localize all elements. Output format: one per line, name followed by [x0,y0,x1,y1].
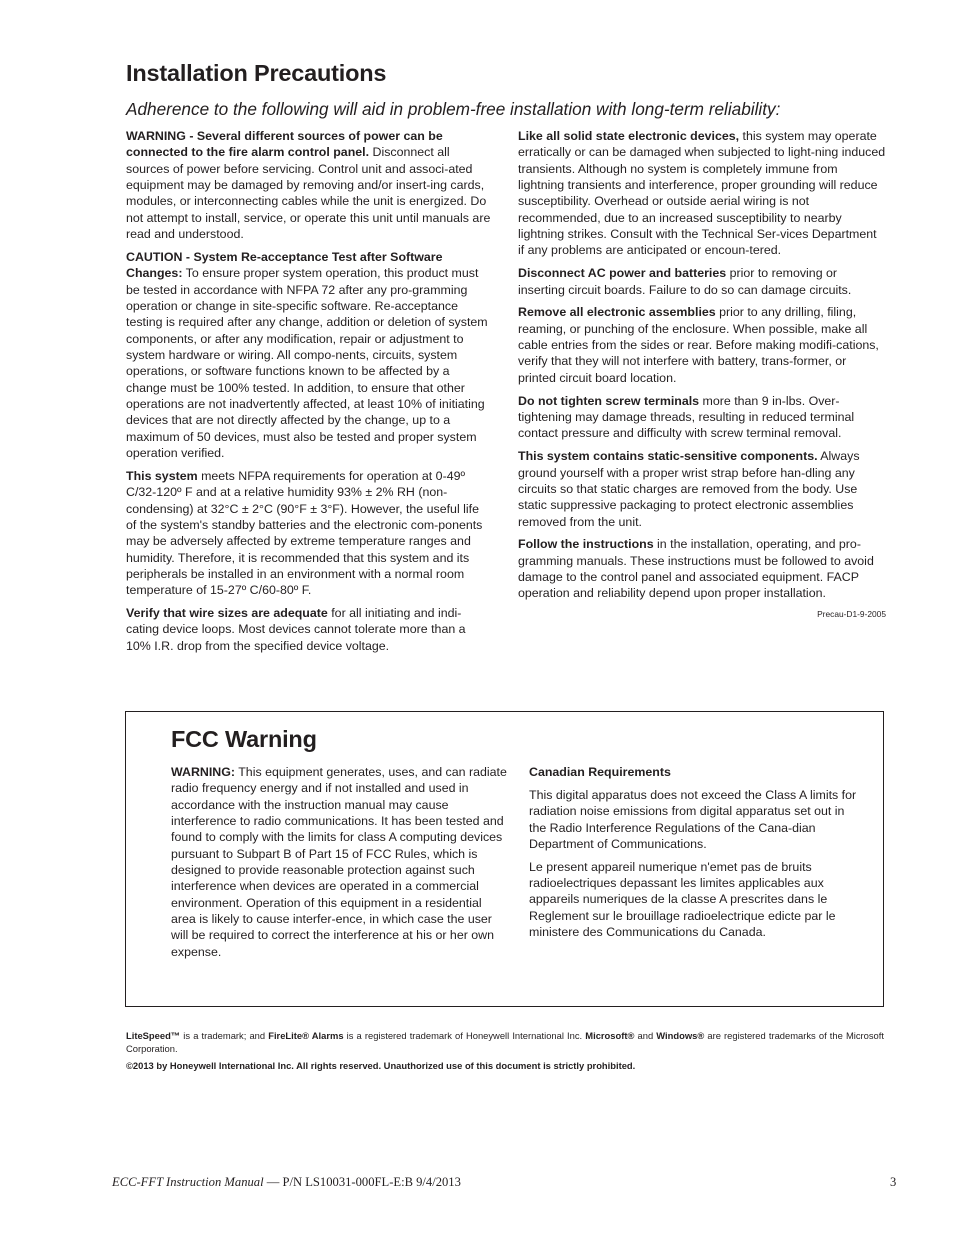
precaution-text: Always ground yourself with a proper wrist strap before han-dling any circuits so that static charges are removed from the body. Use static suppressive packaging to protect electronic assemblies removed from the unit. [518,449,860,529]
fcc-warning-lead: WARNING: [171,765,236,779]
precaution-paragraph [126,605,492,654]
canadian-heading-text: Canadian Requirements [529,765,671,779]
trademark-name: Windows® [656,1030,705,1041]
precaution-text: To ensure proper system operation, this product must be tested in accordance with NFPA 72 after any pro-gramming operation or change in site-specific software. Re-acceptance testing is required after any change, addition or deletion of system components, or after any modification, repair or adjustment to system hardware or wiring. All compo-nents, circuits, system operations, or software functions known to be affected by a change must be 100% tested. In addition, to ensure that other operations are not inadvertently affected, at least 10% of initiating devices that are not directly affected by the change, up to a maximum of 50 devices, must also be tested and proper system operation verified. [126,266,488,461]
precaution-lead: CAUTION - System Re-acceptance Test after Software Changes: [126,249,443,281]
precaution-paragraph [518,304,886,386]
precaution-paragraph [518,128,886,259]
precaution-paragraph [518,393,886,442]
precaution-lead: This system [126,468,198,483]
precaution-text: for all initiating and indi-cating device loops. Most devices cannot tolerate more than a 10% I.R. drop from the specified device voltage. [126,606,466,653]
trademark-name: FireLite® Alarms [268,1030,344,1041]
precaution-lead: Remove all electronic assemblies [518,305,716,320]
fcc-right-column [529,764,865,947]
precaution-paragraph [518,536,886,601]
trademark-name: LiteSpeed™ [126,1030,181,1041]
copyright-notice: ©2013 by Honeywell International Inc. All rights reserved. Unauthorized use of this document is strictly prohibited. [126,1060,636,1071]
precaution-lead: Do not tighten screw terminals [518,393,700,408]
precaution-text: more than 9 in-lbs. Over-tightening may damage threads, resulting in reduced terminal contact pressure and difficulty with screw terminal removal. [518,393,855,441]
precaution-lead: Verify that wire sizes are adequate [126,606,328,621]
fcc-warning-box [125,711,884,1007]
precaution-paragraph [126,468,492,599]
precaution-lead: This system contains static-sensitive components. [518,449,818,464]
precaution-lead: Like all solid state electronic devices, [518,129,740,143]
precaution-lead: WARNING - Several different sources of power can be connected to the fire alarm control panel. [126,129,443,160]
precaution-text: this system may operate erratically or can be damaged when subjected to light-ning induced transients. Although no system is completely immune from lightning transients and interference, proper grounding will reduce susceptibility. Overhead or outside aerial wiring is not recommended, due to an increased susceptibility to nearby lightning strikes. Consult with the Technical Ser-vices Department if any problems are anticipated or encoun-tered. [518,129,886,258]
french-paragraph: Le present appareil numerique n'emet pas de bruits radioelectriques depassant les limites applicables aux appareils numeriques de la classe A prescrites dans le Reglement sur le brouillage radioelectrique edicte par le ministere des Communications du Canada. [529,859,836,940]
precaution-paragraph [126,249,492,461]
precaution-paragraph [518,265,886,298]
page-footer [112,1175,461,1190]
page-title: Installation Precautions [126,60,387,86]
fcc-warning-paragraph [171,764,507,960]
precaution-paragraph [518,448,886,530]
part-number: — P/N LS10031-000FL-E:B 9/4/2013 [263,1175,461,1189]
trademark-text: and [634,1030,657,1041]
canadian-paragraph: This digital apparatus does not exceed the Class A limits for radiation noise emissions from digital apparatus set out in the Radio Interference Regulations of the Cana-dian Department of Communications. [529,787,857,851]
precautions-left-column [126,128,492,661]
manual-name: ECC-FFT Instruction Manual [112,1175,264,1189]
precautions-right-column [518,128,886,620]
fcc-left-column [171,764,507,967]
trademark-text: are registered trademarks of the Microsoft Corporation. [126,1030,884,1054]
precaution-text: prior to removing or inserting circuit boards. Failure to do so can damage circuits. [518,266,852,297]
document-code: Precau-D1-9-2005 [817,609,886,620]
precaution-lead: Follow the instructions [518,537,654,552]
canadian-heading [529,764,865,780]
trademark-notice [126,1029,884,1055]
precaution-text: Disconnect all sources of power before servicing. Control unit and associ-ated equipment may be damaged by removing and/or insert-ing cards, modules, or interconnecting cables while the unit is energized. Do not attempt to install, service, or operate this unit until manuals are read and understood. [126,145,491,242]
precaution-lead: Disconnect AC power and batteries [518,266,727,281]
fcc-title: FCC Warning [171,726,317,752]
trademark-text: is a registered trademark of Honeywell International Inc. [343,1030,586,1041]
page-number: 3 [890,1175,897,1189]
page-subtitle: Adherence to the following will aid in problem-free installation with long-term reliability: [126,99,781,119]
fcc-warning-text: This equipment generates, uses, and can radiate radio frequency energy and if not installed and used in accordance with the instruction manual may cause interference to radio communications. It has been tested and found to comply with the limits for class A computing devices pursuant to Subpart B of Part 15 of FCC Rules, which is designed to provide reasonable protection against such interference when devices are operated in a commercial environment. Operation of this equipment in a residential area is likely to cause interfer-ence, in which case the user will be required to correct the interference at his or her own expense. [171,765,507,959]
precaution-text: prior to any drilling, filing, reaming, or punching of the enclosure. When possible, make all cable entries from the sides or rear. Before making modifi-cations, verify that they will not interfere with battery, trans-former, or printed circuit board location. [518,305,879,385]
trademark-text: is a trademark; and [180,1030,269,1041]
trademark-name: Microsoft® [585,1030,635,1041]
precaution-text: in the installation, operating, and pro-gramming manuals. These instructions must be followed to avoid damage to the control panel and associated equipment. FACP operation and reliability depend upon proper installation. [518,537,874,601]
precaution-text: meets NFPA requirements for operation at 0-49º C/32-120º F and at a relative humidity 93% ± 2% RH (non-condensing) at 32°C ± 2°C (90°F ± 3°F). However, the useful life of the system's standby batteries and the electronic com-ponents may be adversely affected by extreme temperature ranges and humidity. Therefore, it is recommended that this system and its peripherals be installed in an environment with a normal room temperature of 15-27º C/60-80º F. [126,468,483,598]
precaution-paragraph [126,128,492,242]
